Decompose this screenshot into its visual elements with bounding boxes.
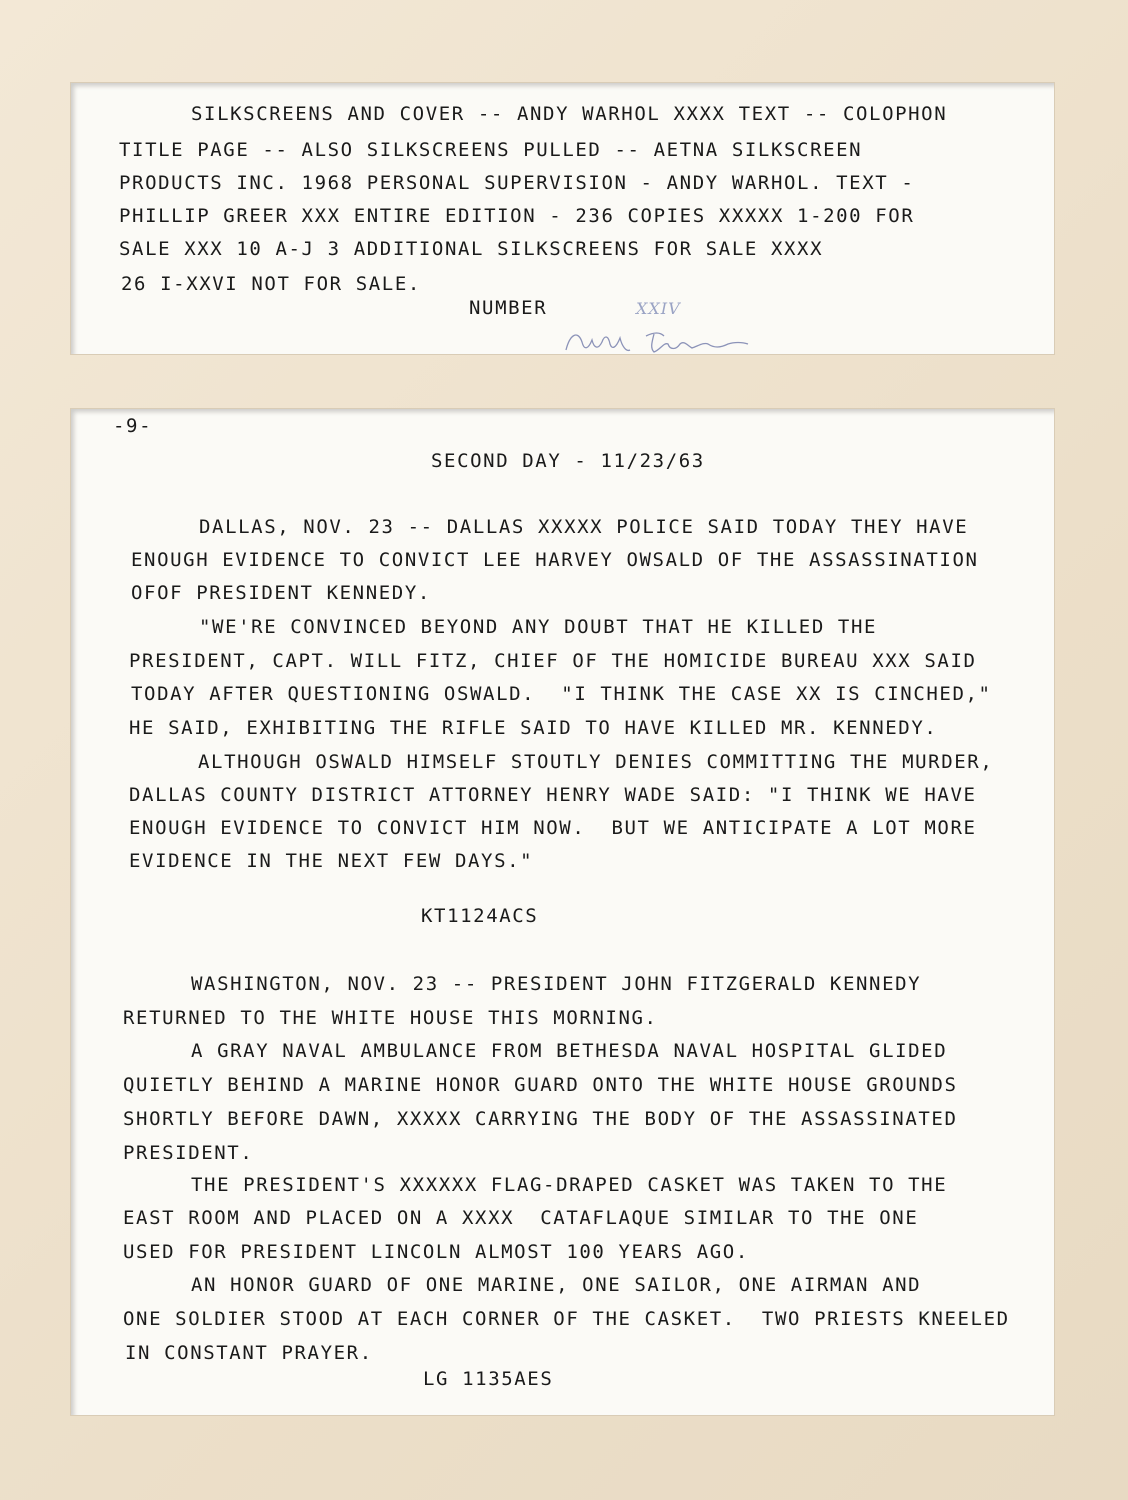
text-line: USED FOR PRESIDENT LINCOLN ALMOST 100 YEARS AGO.	[123, 1241, 749, 1263]
text-line: AN HONOR GUARD OF ONE MARINE, ONE SAILOR, ONE AIRMAN AND	[191, 1274, 922, 1296]
text-line: EAST ROOM AND PLACED ON A XXXX CATAFLAQUE SIMILAR TO THE ONE	[123, 1207, 919, 1229]
page-heading: SECOND DAY - 11/23/63	[431, 450, 705, 472]
text-line: DALLAS COUNTY DISTRICT ATTORNEY HENRY WADE SAID: "I THINK WE HAVE	[129, 784, 977, 806]
text-line: PRESIDENT, CAPT. WILL FITZ, CHIEF OF THE HOMICIDE BUREAU XXX SAID	[129, 650, 977, 672]
text-line: ENOUGH EVIDENCE TO CONVICT LEE HARVEY OWSALD OF THE ASSASSINATION	[131, 549, 979, 571]
text-line: OFOF PRESIDENT KENNEDY.	[131, 582, 431, 604]
wire-slug: LG 1135AES	[423, 1368, 554, 1390]
text-line: ONE SOLDIER STOOD AT EACH CORNER OF THE CASKET. TWO PRIESTS KNEELED	[123, 1308, 1010, 1330]
signature	[558, 320, 758, 360]
number-label: NUMBER	[469, 297, 548, 319]
typed-page	[70, 408, 1055, 1416]
text-line: RETURNED TO THE WHITE HOUSE THIS MORNING.	[123, 1007, 658, 1029]
text-line: QUIETLY BEHIND A MARINE HONOR GUARD ONTO THE WHITE HOUSE GROUNDS	[123, 1074, 958, 1096]
text-line: IN CONSTANT PRAYER.	[125, 1342, 373, 1364]
wire-slug: KT1124ACS	[421, 905, 539, 927]
text-line: ALTHOUGH OSWALD HIMSELF STOUTLY DENIES COMMITTING THE MURDER,	[198, 751, 994, 773]
colophon-line: PHILLIP GREER XXX ENTIRE EDITION - 236 COPIES XXXXX 1-200 FOR	[119, 205, 915, 227]
colophon-sheet	[70, 82, 1055, 355]
text-line: THE PRESIDENT'S XXXXXX FLAG-DRAPED CASKET WAS TAKEN TO THE	[191, 1174, 948, 1196]
colophon-line: 26 I-XXVI NOT FOR SALE.	[121, 273, 421, 295]
text-line: WASHINGTON, NOV. 23 -- PRESIDENT JOHN FITZGERALD KENNEDY	[191, 973, 922, 995]
text-line: "WE'RE CONVINCED BEYOND ANY DOUBT THAT HE KILLED THE	[199, 616, 878, 638]
text-line: TODAY AFTER QUESTIONING OSWALD. "I THINK THE CASE XX IS CINCHED,"	[131, 683, 992, 705]
colophon-line: TITLE PAGE -- ALSO SILKSCREENS PULLED -- AETNA SILKSCREEN	[119, 139, 863, 161]
text-line: SHORTLY BEFORE DAWN, XXXXX CARRYING THE BODY OF THE ASSASSINATED	[123, 1108, 958, 1130]
page-number: -9-	[113, 415, 153, 437]
colophon-line: SILKSCREENS AND COVER -- ANDY WARHOL XXXX TEXT -- COLOPHON	[191, 103, 948, 125]
colophon-line: SALE XXX 10 A-J 3 ADDITIONAL SILKSCREENS FOR SALE XXXX	[119, 238, 824, 260]
text-line: HE SAID, EXHIBITING THE RIFLE SAID TO HAVE KILLED MR. KENNEDY.	[129, 717, 938, 739]
colophon-line: PRODUCTS INC. 1968 PERSONAL SUPERVISION - ANDY WARHOL. TEXT -	[119, 172, 915, 194]
text-line: EVIDENCE IN THE NEXT FEW DAYS."	[129, 850, 534, 872]
text-line: PRESIDENT.	[123, 1142, 254, 1164]
text-line: DALLAS, NOV. 23 -- DALLAS XXXXX POLICE SAID TODAY THEY HAVE	[199, 516, 969, 538]
text-line: A GRAY NAVAL AMBULANCE FROM BETHESDA NAVAL HOSPITAL GLIDED	[191, 1040, 948, 1062]
text-line: ENOUGH EVIDENCE TO CONVICT HIM NOW. BUT WE ANTICIPATE A LOT MORE	[129, 817, 977, 839]
edition-number: XXIV	[636, 299, 681, 318]
